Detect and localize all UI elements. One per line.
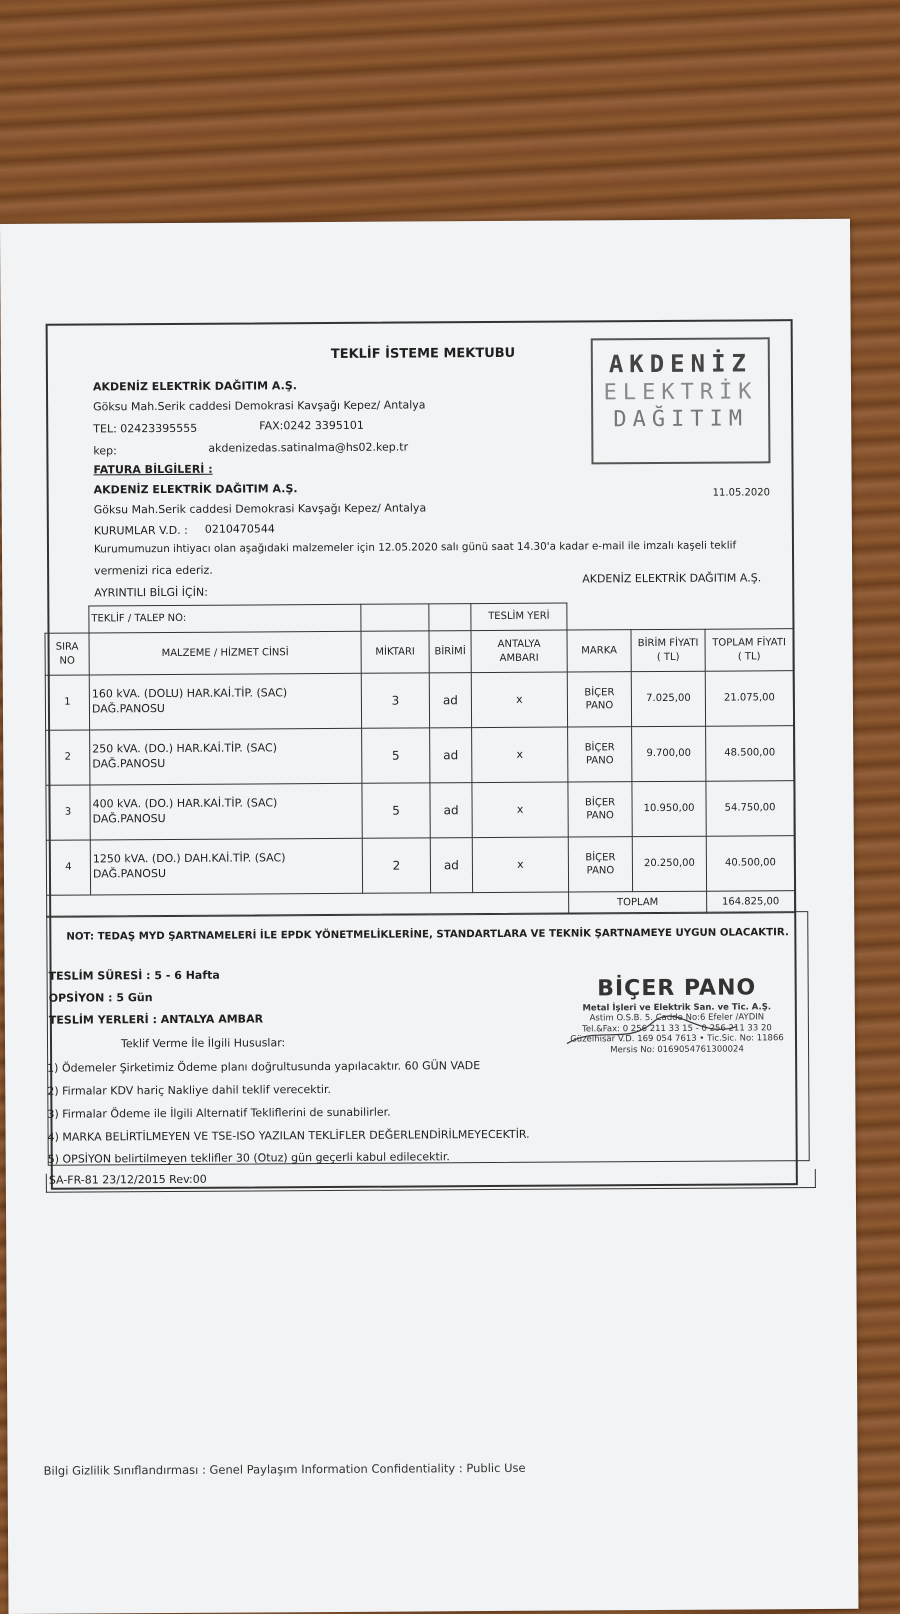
total-label: TOPLAM [569,891,707,914]
row-place: x [471,672,567,728]
row-total: 21.075,00 [705,671,793,727]
col-header-unit: BİRİMİ [429,631,471,673]
logo-line-1: AKDENİZ [608,349,753,379]
option-days: OPSİYON : 5 Gün [48,991,153,1005]
row-brand: BİÇER PANO [567,672,631,727]
tax-number: 0210470544 [204,522,275,536]
request-no-label: TEKLİF / TALEP NO: [89,604,361,633]
row-qty: 3 [361,673,429,728]
invoice-company: AKDENİZ ELEKTRİK DAĞITIM A.Ş. [93,482,298,497]
row-no: 2 [46,730,90,785]
request-text-1: Kurumumuzun ihtiyacı olan aşağıdaki malzemeler için 12.05.2020 salı günü saat 14.30'a kadar e-mail ile imzalı kaşeli teklif [93,539,737,556]
stamp-line-5: Mersis No: 0169054761300024 [610,1044,744,1056]
col-header-place: ANTALYA AMBARI [471,630,567,673]
row-total: 54.750,00 [706,781,794,837]
row-qty: 2 [362,838,430,893]
row-unit-price: 9.700,00 [632,726,706,781]
stamp-line-2: Astim O.S.B. 5. Cadde No:6 Efeler /AYDIN [589,1012,765,1024]
col-header-brand: MARKA [567,630,631,672]
details-label: AYRINTILI BİLGİ İÇİN: [94,585,208,600]
invoice-address: Göksu Mah.Serik caddesi Demokrasi Kavşağı Kepez/ Antalya [93,501,427,517]
delivery-place-header: TESLİM YERİ [471,603,567,631]
company-address: Göksu Mah.Serik caddesi Demokrasi Kavşağı Kepez/ Antalya [93,398,426,414]
document-page [0,219,858,1614]
term-item-3: 3) Firmalar Ödeme ile İlgili Alternatif Tekliflerini de sunabilirler. [47,1105,391,1121]
row-no: 1 [45,675,89,730]
company-tel: TEL: 02423395555 [93,421,198,436]
table-row [46,726,794,786]
row-no: 4 [46,840,90,895]
col-header-sira: SIRA NO [45,633,89,675]
company-fax: FAX:0242 3395101 [259,418,364,433]
table-row [46,781,794,841]
logo-line-2: ELEKTRİK [603,379,758,406]
stamp-name: BİÇER PANO [597,975,757,1002]
row-unit-price: 20.250,00 [632,836,706,891]
row-brand: BİÇER PANO [568,782,632,837]
row-place: x [472,727,568,783]
row-brand: BİÇER PANO [568,837,632,892]
signature-scribble [557,1014,797,1045]
kep-address: akdenizedas.satinalma@hs02.kep.tr [208,440,409,455]
confidentiality-footer: Bilgi Gizlilik Sınıflandırması : Genel Paylaşım Information Confidentiality : Public Use [43,1460,526,1478]
request-text-2: vermenizi rica ederiz. [94,563,213,578]
row-place: x [472,782,568,838]
row-unit-price: 7.025,00 [631,671,705,726]
compliance-note: NOT: TEDAŞ MYD ŞARTNAMELERİ İLE EPDK YÖNETMELİKLERİNE, STANDARTLARA VE TEKNİK ŞARTNAMEYE UYGUN OLACAKTIR. [66,927,789,943]
row-brand: BİÇER PANO [568,727,632,782]
stamp-line-1: Metal İşleri ve Elektrik San. ve Tic. A.Ş. [582,1001,772,1013]
row-place: x [472,837,568,893]
col-header-qty: MİKTARI [361,631,429,673]
row-material: 250 kVA. (DO.) HAR.KAİ.TİP. (SAC) DAĞ.PANOSU [90,728,362,785]
row-qty: 5 [362,783,430,838]
stamp-line-3: Tel.&Fax: 0 256 211 33 15 - 0 256 211 33 20 [582,1023,772,1035]
document-title: TEKLİF İSTEME MEKTUBU [330,345,516,362]
tax-office-label: KURUMLAR V.D. : [93,523,188,538]
invoice-heading: FATURA BİLGİLERİ : [93,462,213,477]
row-unit: ad [429,673,471,728]
term-item-1: 1) Ödemeler Şirketimiz Ödeme planı doğrultusunda yapılacaktır. 60 GÜN VADE [47,1059,481,1075]
akdeniz-logo [591,337,771,464]
col-header-unit-price: BİRİM FİYATI ( TL) [631,629,705,671]
row-unit: ad [430,728,472,783]
letter-date: 11.05.2020 [712,487,770,499]
col-header-material: MALZEME / HİZMET CİNSİ [89,631,361,675]
logo-line-3: DAĞITIM [613,406,749,433]
stamp-line-4: Güzelhisar V.D. 169 054 7613 • Tic.Sic. No: 11866 [570,1033,784,1045]
col-header-total-price: TOPLAM FİYATI ( TL) [705,629,793,672]
total-value: 164.825,00 [707,891,795,914]
table-row [45,671,793,731]
row-unit-price: 10.950,00 [632,781,706,836]
row-material: 160 kVA. (DOLU) HAR.KAİ.TİP. (SAC) DAĞ.PANOSU [89,673,361,730]
term-item-5: 5) OPSİYON belirtilmeyen teklifler 30 (Otuz) gün geçerli kabul edilecektir. [47,1150,450,1166]
term-item-2: 2) Firmalar KDV hariç Nakliye dahil teklif verecektir. [47,1082,332,1098]
company-stamp [557,974,797,1056]
row-total: 48.500,00 [706,726,794,782]
table-row [46,836,794,896]
company-name: AKDENİZ ELEKTRİK DAĞITIM A.Ş. [92,379,297,394]
kep-label: kep: [93,444,117,458]
row-qty: 5 [362,728,430,783]
row-unit: ad [430,783,472,838]
items-table [44,601,795,918]
delivery-places: TESLİM YERLERİ : ANTALYA AMBAR [48,1012,264,1027]
row-material: 400 kVA. (DO.) HAR.KAİ.TİP. (SAC) DAĞ.PANOSU [90,783,362,840]
signature-company: AKDENİZ ELEKTRİK DAĞITIM A.Ş. [582,571,762,586]
row-unit: ad [430,838,472,893]
term-item-4: 4) MARKA BELİRTİLMEYEN VE TSE-ISO YAZILAN TEKLİFLER DEĞERLENDİRİLMEYECEKTİR. [47,1127,530,1144]
row-total: 40.500,00 [706,836,794,892]
row-no: 3 [46,785,90,840]
row-material: 1250 kVA. (DO.) DAH.KAİ.TİP. (SAC) DAĞ.PANOSU [90,838,362,895]
delivery-time: TESLİM SÜRESİ : 5 - 6 Hafta [48,968,220,983]
form-code: SA-FR-81 23/12/2015 Rev:00 [46,1169,816,1193]
terms-heading: Teklif Verme İle İlgili Hususlar: [120,1036,286,1051]
